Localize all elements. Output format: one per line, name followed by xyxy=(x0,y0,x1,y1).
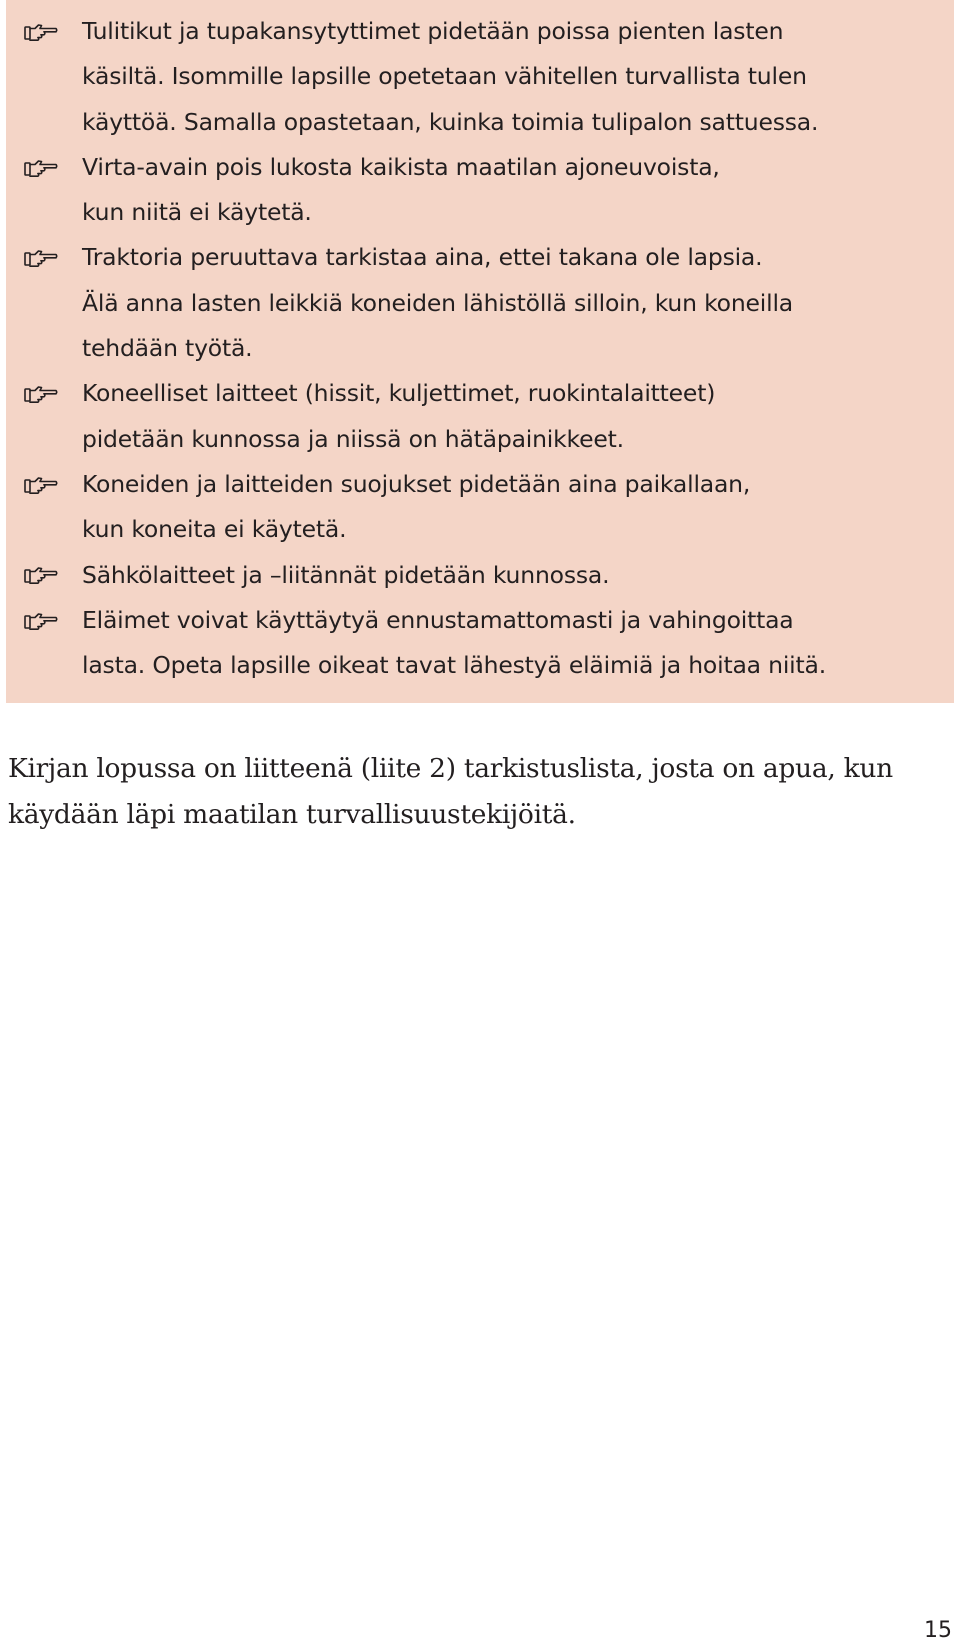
list-item-text xyxy=(82,9,954,145)
pointing-hand-icon xyxy=(6,9,82,54)
pointing-hand-icon xyxy=(6,145,82,190)
pointing-hand-icon xyxy=(6,553,82,598)
list-item-text xyxy=(82,371,954,462)
pointing-hand-icon xyxy=(6,371,82,416)
text-line: käyttöä. Samalla opastetaan, kuinka toimia tulipalon sattuessa. xyxy=(82,107,819,136)
text-line: käsiltä. Isommille lapsille opetetaan vähitellen turvallista tulen xyxy=(82,62,807,91)
list-item xyxy=(6,371,954,462)
text-line: käydään läpi maatilan turvallisuustekijöitä. xyxy=(8,799,576,830)
list-item-text xyxy=(82,462,954,553)
list-item xyxy=(6,598,954,689)
text-line: Sähkölaitteet ja –liitännät pidetään kunnossa. xyxy=(82,560,610,589)
list-item-text xyxy=(82,235,954,371)
page-number: 15 xyxy=(924,1618,952,1643)
text-line: pidetään kunnossa ja niissä on hätäpainikkeet. xyxy=(82,424,624,453)
pointing-hand-icon xyxy=(6,235,82,280)
text-line: Koneelliset laitteet (hissit, kuljettimet, ruokintalaitteet) xyxy=(82,379,716,408)
list-item-text xyxy=(82,553,954,598)
text-line: Virta-avain pois lukosta kaikista maatilan ajoneuvoista, xyxy=(82,152,720,181)
text-line: kun niitä ei käytetä. xyxy=(82,198,312,227)
text-line: lasta. Opeta lapsille oikeat tavat lähestyä eläimiä ja hoitaa niitä. xyxy=(82,651,826,680)
list-item xyxy=(6,9,954,145)
text-line: Kirjan lopussa on liitteenä (liite 2) tarkistuslista, josta on apua, kun xyxy=(8,753,893,784)
list-item-text xyxy=(82,598,954,689)
body-paragraph xyxy=(8,746,948,838)
text-line: Eläimet voivat käyttäytyä ennustamattomasti ja vahingoittaa xyxy=(82,605,794,634)
text-line: Tulitikut ja tupakansytyttimet pidetään poissa pienten lasten xyxy=(82,17,784,45)
text-line: kun koneita ei käytetä. xyxy=(82,515,347,544)
list-item xyxy=(6,235,954,371)
pointing-hand-icon xyxy=(6,462,82,507)
safety-tips-callout xyxy=(6,0,954,703)
pointing-hand-icon xyxy=(6,598,82,643)
list-item xyxy=(6,462,954,553)
safety-tips-list xyxy=(6,9,954,688)
text-line: tehdään työtä. xyxy=(82,334,253,363)
list-item-text xyxy=(82,145,954,236)
text-line: Koneiden ja laitteiden suojukset pidetään aina paikallaan, xyxy=(82,469,751,498)
text-line: Traktoria peruuttava tarkistaa aina, ettei takana ole lapsia. xyxy=(82,243,763,272)
text-line: Älä anna lasten leikkiä koneiden lähistöllä silloin, kun koneilla xyxy=(82,288,793,317)
list-item xyxy=(6,553,954,598)
list-item xyxy=(6,145,954,236)
